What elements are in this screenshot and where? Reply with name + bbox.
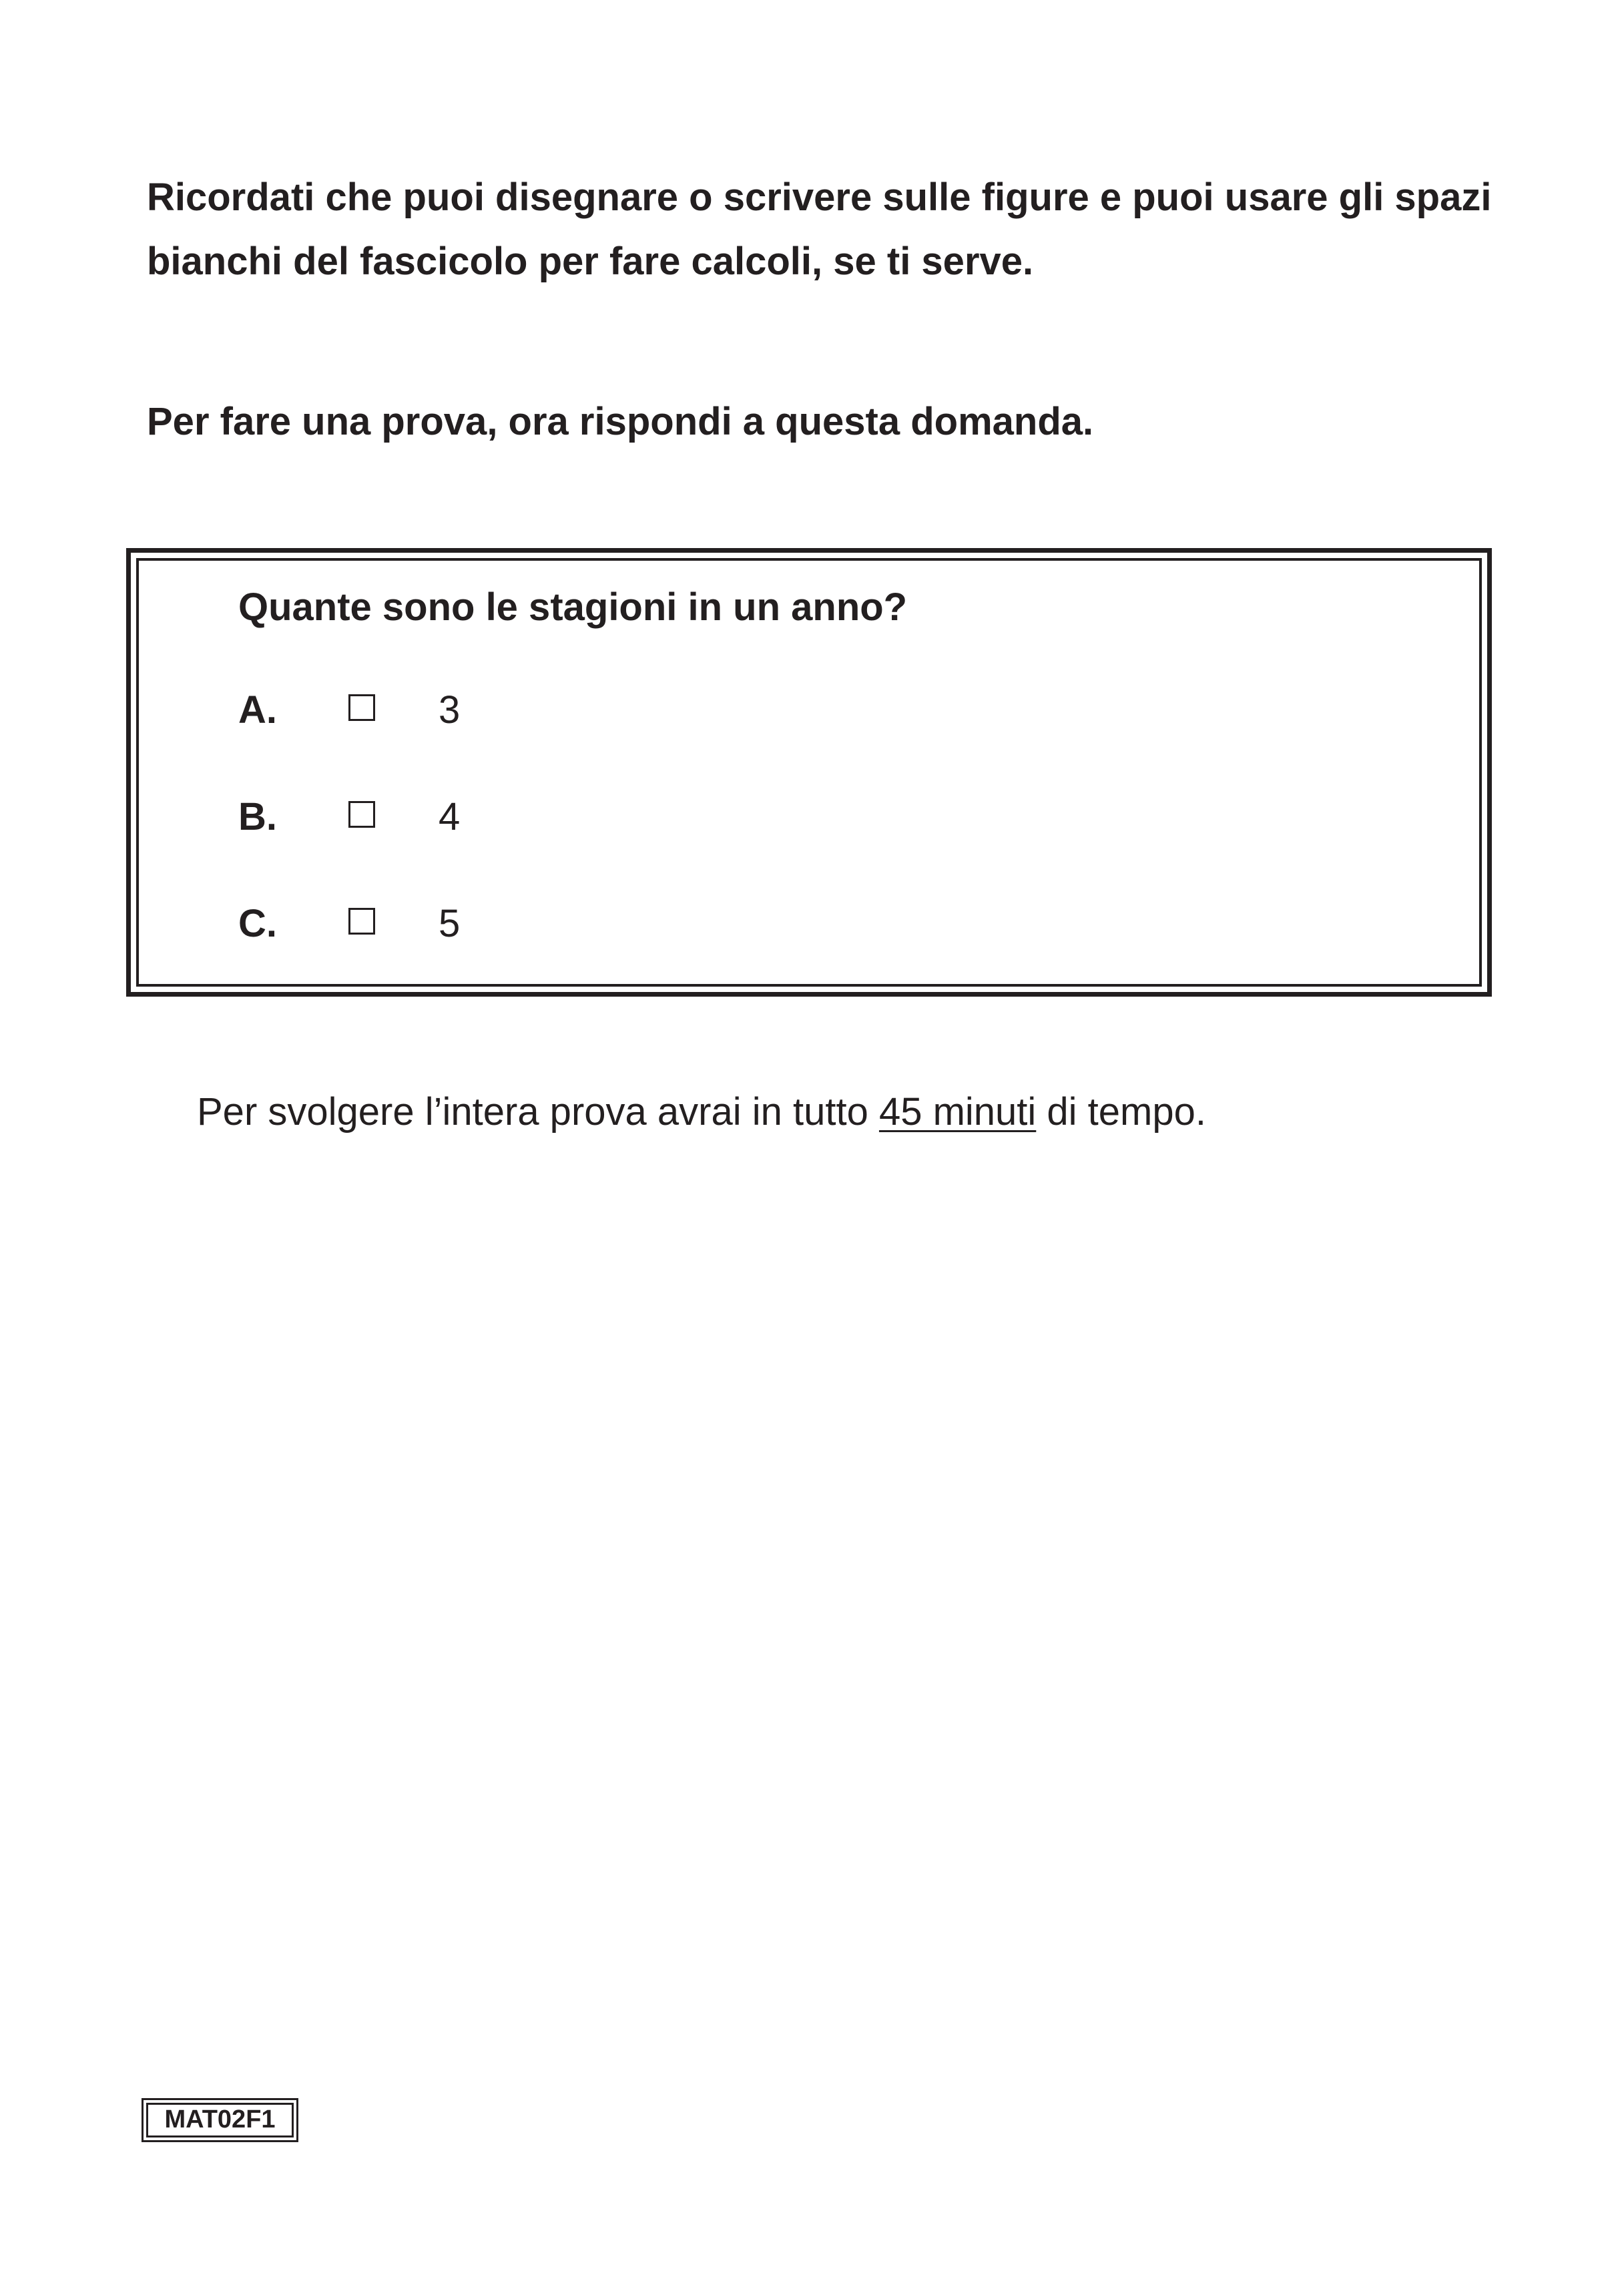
booklet-code-box	[142, 2098, 298, 2142]
time-note-duration: 45 minuti	[878, 1090, 1037, 1133]
option-letter: A.	[238, 688, 277, 732]
question-text: Quante sono le stagioni in un anno?	[238, 585, 908, 629]
option-letter: C.	[238, 902, 277, 945]
instruction-text: Per fare una prova, ora rispondi a questa domanda.	[147, 400, 1094, 443]
option-b[interactable]	[238, 785, 639, 849]
option-c[interactable]	[238, 892, 639, 956]
time-note-after: di tempo.	[1036, 1090, 1206, 1133]
option-value: 5	[439, 902, 461, 945]
option-b-checkbox[interactable]	[348, 801, 375, 828]
option-a-checkbox[interactable]	[348, 694, 375, 721]
option-letter: B.	[238, 795, 277, 838]
time-note	[197, 1080, 1206, 1144]
intro-text: Ricordati che puoi disegnare o scrivere sulle figure e puoi usare gli spazi bianchi del fascicolo per fare calcoli, se ti serve.	[147, 176, 1492, 283]
option-value: 3	[439, 688, 461, 732]
option-value: 4	[439, 795, 461, 838]
option-c-checkbox[interactable]	[348, 908, 375, 935]
time-note-before: Per svolgere l’intera prova avrai in tutto	[197, 1090, 879, 1133]
booklet-code: MAT02F1	[146, 2103, 294, 2137]
option-a[interactable]	[238, 678, 639, 742]
